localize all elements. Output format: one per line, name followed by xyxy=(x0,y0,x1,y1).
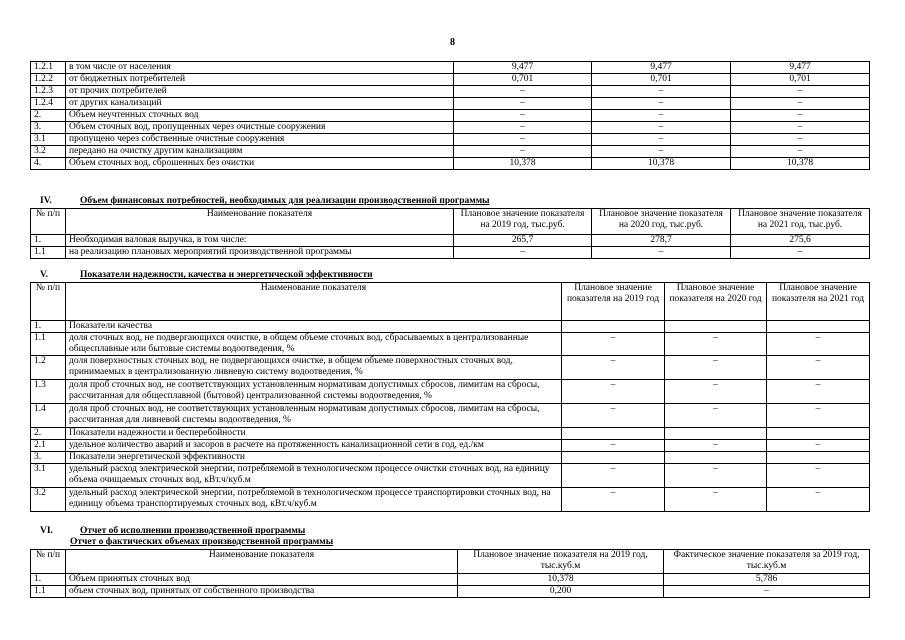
cell-v3: 10,378 xyxy=(731,158,870,170)
cell-v3: – xyxy=(767,356,870,380)
cell-v1: – xyxy=(562,464,665,488)
cell-v2 xyxy=(665,321,767,333)
cell-v2: – xyxy=(665,488,767,512)
cell-v1: – xyxy=(454,86,592,98)
cell-v2: 0,701 xyxy=(592,74,731,86)
header-name: Наименование показателя xyxy=(66,209,454,235)
cell-v1: – xyxy=(454,146,592,158)
cell-name: от других канализаций xyxy=(66,98,454,110)
table-header-row xyxy=(31,209,870,235)
cell-v3: 275,6 xyxy=(731,235,870,247)
cell-v2: – xyxy=(592,247,731,259)
cell-n: 1.1 xyxy=(31,586,66,598)
cell-v1: – xyxy=(562,488,665,512)
cell-v2: – xyxy=(665,404,767,428)
table-row xyxy=(31,158,870,170)
table-row xyxy=(31,86,870,98)
cell-v2: – xyxy=(665,356,767,380)
cell-v2: – xyxy=(664,586,870,598)
cell-n: 1. xyxy=(31,235,66,247)
table-header-row xyxy=(31,283,870,321)
cell-n: 3. xyxy=(31,452,66,464)
cell-v3 xyxy=(767,428,870,440)
cell-v2: – xyxy=(665,333,767,356)
table-row xyxy=(31,380,870,404)
cell-v1: – xyxy=(562,404,665,428)
table-row xyxy=(31,404,870,428)
cell-name: удельное количество аварий и засоров в расчете на протяженность канализационной сети в год, ед./км xyxy=(66,440,562,452)
cell-name: доля проб сточных вод, не соответствующих установленным нормативам допустимых сбросов, лимитам на сбросы, рассчитанная для ливневой системы водоотведения, % xyxy=(66,404,562,428)
cell-v1: – xyxy=(454,122,592,134)
header-plan-2021: Плановое значение показателя на 2021 год xyxy=(767,283,870,321)
cell-v1: – xyxy=(562,356,665,380)
cell-name: Необходимая валовая выручка, в том числе: xyxy=(66,235,454,247)
cell-name: удельный расход электрической энергии, потребляемой в технологическом процессе очистки сточных вод, на единицу объема очищаемых сточных вод, кВт.ч/куб.м xyxy=(66,464,562,488)
cell-v2: – xyxy=(592,110,731,122)
cell-name: объем сточных вод, принятых от собственного производства xyxy=(66,586,458,598)
table-row xyxy=(31,146,870,158)
table-row xyxy=(31,440,870,452)
cell-v3: – xyxy=(767,488,870,512)
table-row xyxy=(31,574,870,586)
table-row xyxy=(31,98,870,110)
cell-n: 1.2.2 xyxy=(31,74,66,86)
cell-v2: – xyxy=(592,134,731,146)
cell-v2: – xyxy=(665,440,767,452)
cell-v3: 0,701 xyxy=(731,74,870,86)
table-reliability-indicators xyxy=(30,282,870,512)
table-row xyxy=(31,122,870,134)
cell-v3: – xyxy=(731,98,870,110)
cell-v1: 10,378 xyxy=(454,158,592,170)
cell-v2: – xyxy=(592,146,731,158)
cell-n: 3.1 xyxy=(31,134,66,146)
cell-n: 3.2 xyxy=(31,488,66,512)
cell-n: 2.1 xyxy=(31,440,66,452)
header-number: № п/п xyxy=(31,283,66,321)
cell-name: Объем неучтенных сточных вод xyxy=(66,110,454,122)
header-plan-2020: Плановое значение показателя на 2020 год xyxy=(665,283,767,321)
cell-n: 2. xyxy=(31,110,66,122)
table-row xyxy=(31,333,870,356)
cell-v2: – xyxy=(592,98,731,110)
cell-n: 3. xyxy=(31,122,66,134)
cell-name: Показатели энергетической эффективности xyxy=(66,452,562,464)
header-plan-2020: Плановое значение показателя на 2020 год, тыс.руб. xyxy=(592,209,731,235)
cell-v3: – xyxy=(767,380,870,404)
header-number: № п/п xyxy=(31,550,66,574)
cell-name: в том числе от населения xyxy=(66,62,454,74)
cell-v2: 5,786 xyxy=(664,574,870,586)
cell-v3: – xyxy=(731,122,870,134)
cell-v1: – xyxy=(454,247,592,259)
cell-v2: 10,378 xyxy=(592,158,731,170)
cell-name: от бюджетных потребителей xyxy=(66,74,454,86)
cell-v1 xyxy=(562,452,665,464)
cell-v2: 278,7 xyxy=(592,235,731,247)
cell-name: доля сточных вод, не подвергающихся очистке, в общем объеме сточных вод, сбрасываемых в централизованные общесплавные или бытовые системы водоотведения, % xyxy=(66,333,562,356)
table-row xyxy=(31,464,870,488)
table-row xyxy=(31,235,870,247)
cell-name: Объем принятых сточных вод xyxy=(66,574,458,586)
cell-n: 1.2 xyxy=(31,356,66,380)
table-row xyxy=(31,586,870,598)
cell-v3: – xyxy=(767,464,870,488)
section-4-heading: IV. Объем финансовых потребностей, необходимых для реализации производственной программы xyxy=(40,196,490,206)
header-plan-2019: Плановое значение показателя на 2019 год xyxy=(562,283,665,321)
cell-v2: – xyxy=(592,86,731,98)
cell-name: Объем сточных вод, сброшенных без очистки xyxy=(66,158,454,170)
cell-v3: – xyxy=(731,86,870,98)
cell-name: от прочих потребителей xyxy=(66,86,454,98)
cell-name: Показатели надежности и бесперебойности xyxy=(66,428,562,440)
header-name: Наименование показателя xyxy=(66,283,562,321)
cell-v1 xyxy=(562,428,665,440)
cell-v2: 9,477 xyxy=(592,62,731,74)
cell-name: на реализацию плановых мероприятий производственной программы xyxy=(66,247,454,259)
cell-n: 1.2.4 xyxy=(31,98,66,110)
cell-n: 1.2.3 xyxy=(31,86,66,98)
table-actual-volumes xyxy=(30,549,870,598)
header-plan-2019: Плановое значение показателя на 2019 год, тыс.руб. xyxy=(454,209,592,235)
table-row xyxy=(31,356,870,380)
cell-v1: – xyxy=(454,110,592,122)
cell-n: 2. xyxy=(31,428,66,440)
cell-v1: 265,7 xyxy=(454,235,592,247)
cell-n: 1.2.1 xyxy=(31,62,66,74)
cell-v1: – xyxy=(562,380,665,404)
cell-v3 xyxy=(767,321,870,333)
cell-name: пропущено через собственные очистные сооружения xyxy=(66,134,454,146)
section-6-heading: VI. Отчет об исполнении производственной программы xyxy=(40,526,306,536)
cell-v1: 10,378 xyxy=(458,574,664,586)
cell-v3: – xyxy=(767,404,870,428)
cell-v3: 9,477 xyxy=(731,62,870,74)
cell-n: 4. xyxy=(31,158,66,170)
table-row xyxy=(31,247,870,259)
table-header-row xyxy=(31,550,870,574)
table-row xyxy=(31,488,870,512)
cell-v1 xyxy=(562,321,665,333)
cell-v3: – xyxy=(767,333,870,356)
header-number: № п/п xyxy=(31,209,66,235)
table-wastewater-volumes xyxy=(30,61,870,170)
table-row xyxy=(31,62,870,74)
cell-v1: 0,701 xyxy=(454,74,592,86)
table-row xyxy=(31,321,870,333)
header-fact-2019: Фактическое значение показателя за 2019 год, тыс.куб.м xyxy=(664,550,870,574)
cell-name: Объем сточных вод, пропущенных через очистные сооружения xyxy=(66,122,454,134)
cell-v2: – xyxy=(665,464,767,488)
cell-v2 xyxy=(665,428,767,440)
cell-n: 1.4 xyxy=(31,404,66,428)
table-row xyxy=(31,428,870,440)
cell-v1: – xyxy=(454,98,592,110)
cell-v3: – xyxy=(731,247,870,259)
header-name: Наименование показателя xyxy=(66,550,458,574)
cell-v1: – xyxy=(454,134,592,146)
cell-v1: – xyxy=(562,440,665,452)
table-row xyxy=(31,110,870,122)
cell-name: передано на очистку другим канализациям xyxy=(66,146,454,158)
cell-name: доля проб сточных вод, не соответствующих установленным нормативам допустимых сбросов, лимитам на сбросы, рассчитанная для общесплавной (бытовой) централизованной системы водоотведения, % xyxy=(66,380,562,404)
cell-n: 3.2 xyxy=(31,146,66,158)
cell-n: 1. xyxy=(31,574,66,586)
cell-name: Показатели качества xyxy=(66,321,562,333)
cell-v3: – xyxy=(731,134,870,146)
cell-v3: – xyxy=(731,110,870,122)
cell-v3: – xyxy=(731,146,870,158)
cell-v1: 0,200 xyxy=(458,586,664,598)
cell-n: 1.1 xyxy=(31,247,66,259)
cell-v2: – xyxy=(592,122,731,134)
section-6-subheading: Отчет о фактических объемах производственной программы xyxy=(70,537,334,547)
cell-v1: 9,477 xyxy=(454,62,592,74)
cell-n: 1.1 xyxy=(31,333,66,356)
header-plan-2021: Плановое значение показателя на 2021 год, тыс.руб. xyxy=(731,209,870,235)
header-plan-2019: Плановое значение показателя на 2019 год, тыс.куб.м xyxy=(458,550,664,574)
table-row xyxy=(31,452,870,464)
cell-v2 xyxy=(665,452,767,464)
cell-v3: – xyxy=(767,440,870,452)
cell-name: доля поверхностных сточных вод, не подвергающихся очистке, в общем объеме поверхностных сточных вод, принимаемых в централизованную ливневую систему водоотведения, % xyxy=(66,356,562,380)
section-5-heading: V. Показатели надежности, качества и энергетической эффективности xyxy=(40,270,373,280)
cell-name: удельный расход электрической энергии, потребляемой в технологическом процессе транспортировки сточных вод, на единицу объема транспортируемых сточных вод, кВт.ч/куб.м xyxy=(66,488,562,512)
cell-n: 1.3 xyxy=(31,380,66,404)
cell-n: 3.1 xyxy=(31,464,66,488)
page-number: 8 xyxy=(450,37,455,48)
cell-n: 1. xyxy=(31,321,66,333)
cell-v3 xyxy=(767,452,870,464)
cell-v2: – xyxy=(665,380,767,404)
cell-v1: – xyxy=(562,333,665,356)
table-row xyxy=(31,134,870,146)
table-row xyxy=(31,74,870,86)
table-financial-needs xyxy=(30,208,870,259)
